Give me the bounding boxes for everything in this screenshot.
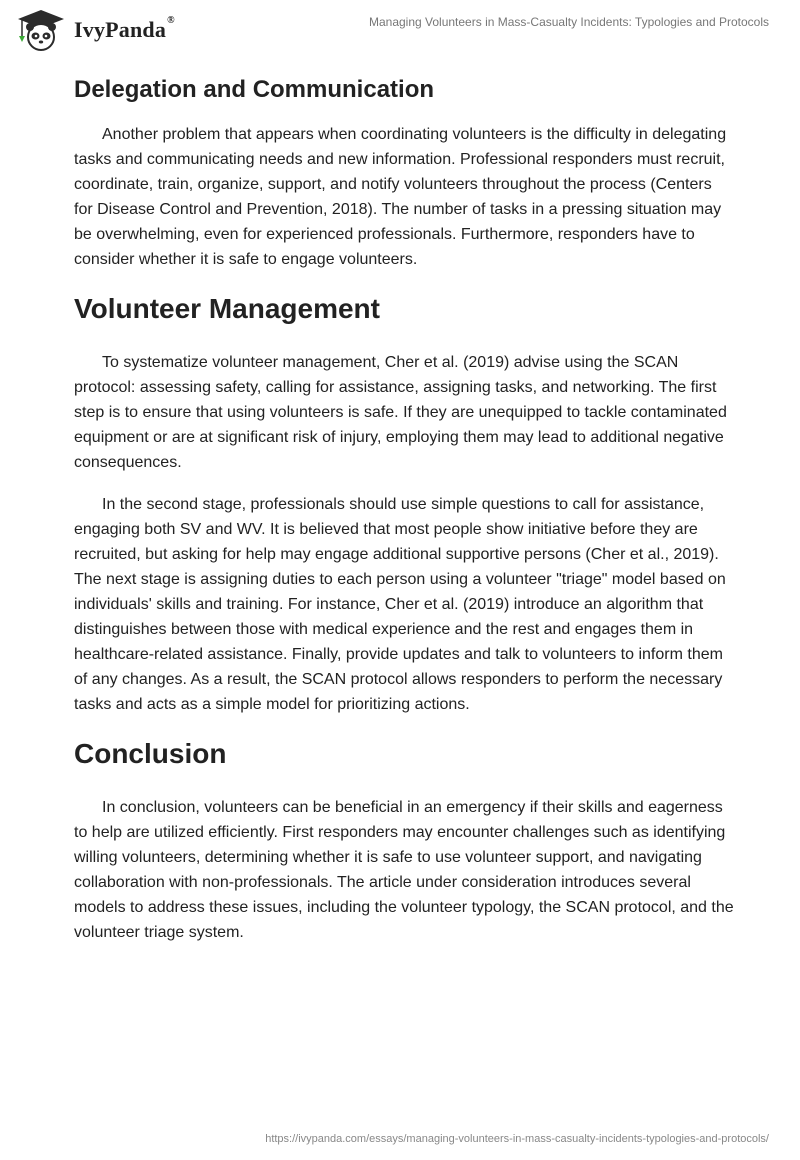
brand-name: IvyPanda®	[74, 15, 175, 42]
paragraph: Another problem that appears when coordinating volunteers is the difficulty in delegating tasks and communicating needs and new information. Professional responders must recruit, coordinate, train, organize, support, and notify volunteers throughout the process (Centers for Disease Control and Prevention, 2018). The number of tasks in a pressing situation may be overwhelming, even for experienced professionals. Furthermore, responders have to consider whether it is safe to engage volunteers.	[74, 126, 727, 268]
section-heading-conclusion: Conclusion	[74, 738, 227, 769]
essay-body	[74, 70, 734, 945]
registered-mark: ®	[167, 15, 175, 26]
panda-graduate-icon	[14, 8, 68, 52]
section-heading-volunteer-management: Volunteer Management	[74, 293, 380, 324]
ivypanda-logo[interactable]	[14, 8, 175, 52]
paragraph: In the second stage, professionals should use simple questions to call for assistance, engaging both SV and WV. It is believed that most people show initiative before they are recruited, but asking for help may engage additional supportive persons (Cher et al., 2019). The next stage is assigning duties to each person using a volunteer "triage" model based on individuals' skills and training. For instance, Cher et al. (2019) introduce an algorithm that distinguishes between those with medical experience and the rest and engages them in healthcare-related assistance. Finally, provide updates and talk to volunteers to inform them of any changes. As a result, the SCAN protocol allows responders to perform the necessary tasks and acts as a simple model for prioritizing actions.	[74, 496, 726, 713]
paragraph: In conclusion, volunteers can be beneficial in an emergency if their skills and eagerness to help are utilized efficiently. First responders may encounter challenges such as identifying willing volunteers, determining whether it is safe to use volunteer support, and navigating collaboration with non-professionals. The article under consideration introduces several models to address these issues, including the volunteer typology, the SCAN protocol, and the volunteer triage system.	[74, 799, 734, 941]
source-url[interactable]: https://ivypanda.com/essays/managing-volunteers-in-mass-casualty-incidents-typologies-and-protocols/	[265, 1133, 769, 1145]
document-title: Managing Volunteers in Mass-Casualty Incidents: Typologies and Protocols	[368, 15, 769, 29]
paragraph: To systematize volunteer management, Cher et al. (2019) advise using the SCAN protocol: assessing safety, calling for assistance, assigning tasks, and networking. The first step is to ensure that using volunteers is safe. If they are unequipped to tackle contaminated equipment or are at significant risk of injury, employing them may lead to additional negative consequences.	[74, 354, 727, 471]
section-heading-delegation: Delegation and Communication	[74, 76, 435, 103]
